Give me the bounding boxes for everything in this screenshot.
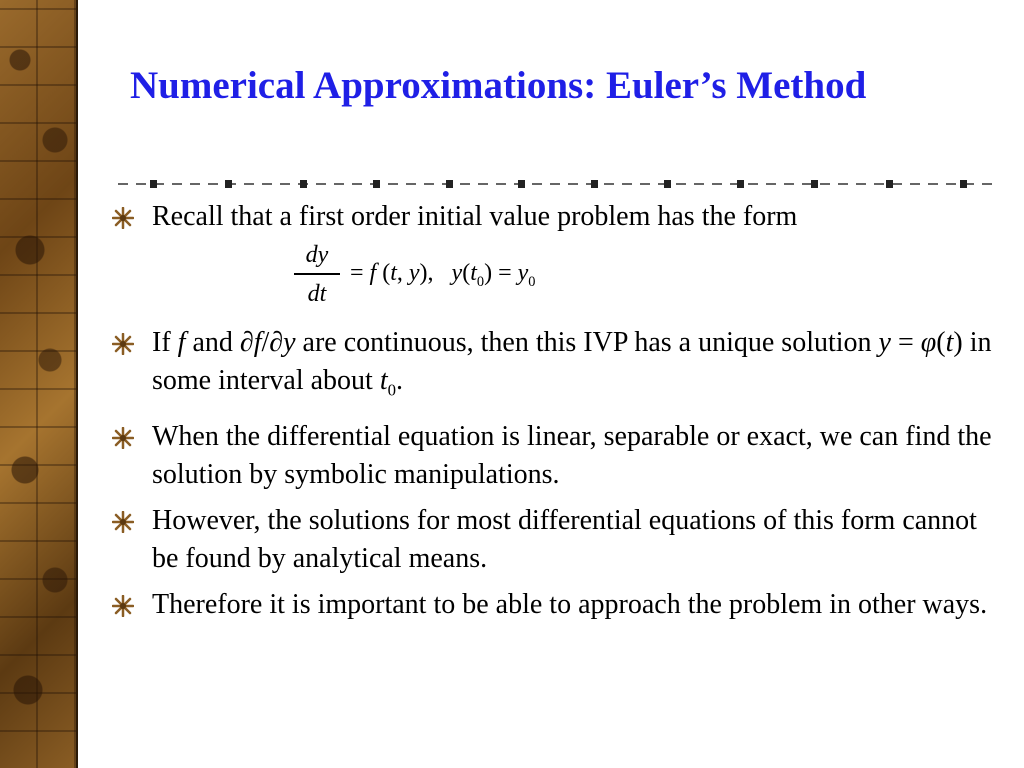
fraction-numerator: dy (305, 242, 329, 268)
starburst-bullet-icon (112, 511, 134, 533)
bullet-text: Therefore it is important to be able to approach the problem in other ways. (152, 588, 988, 620)
bullet-list (112, 198, 992, 632)
slide-title: Numerical Approximations: Euler’s Method (130, 64, 867, 107)
fraction-denominator: dt (307, 280, 327, 307)
starburst-bullet-icon (112, 427, 134, 449)
bullet-text: If f and ∂f/∂y are continuous, then this IVP has a unique solution y = φ(t) in some interval about $t_0$. (152, 327, 992, 400)
bullet-item-4 (112, 502, 992, 578)
derivative-fraction (294, 240, 340, 310)
starburst-bullet-icon (112, 207, 134, 229)
bullet-text: Recall that a first order initial value problem has the form (152, 201, 798, 232)
bullet-item-5 (112, 586, 992, 624)
bullet-item-2 (112, 324, 992, 410)
decorative-sidebar (0, 0, 78, 768)
ivp-formula (294, 240, 992, 316)
bullet-item-1 (112, 198, 992, 316)
formula-rhs: = f (t, y), $y(t_0) = y_0$ (350, 260, 536, 290)
bullet-item-3 (112, 418, 992, 494)
bullet-text: When the differential equation is linear, separable or exact, we can find the solution by symbolic manipulations. (152, 420, 992, 490)
starburst-bullet-icon (112, 333, 134, 355)
fraction-bar (294, 273, 340, 275)
dash-dot-divider (118, 176, 994, 192)
starburst-bullet-icon (112, 595, 134, 617)
bullet-text: However, the solutions for most differential equations of this form cannot be found by analytical means. (152, 504, 977, 574)
